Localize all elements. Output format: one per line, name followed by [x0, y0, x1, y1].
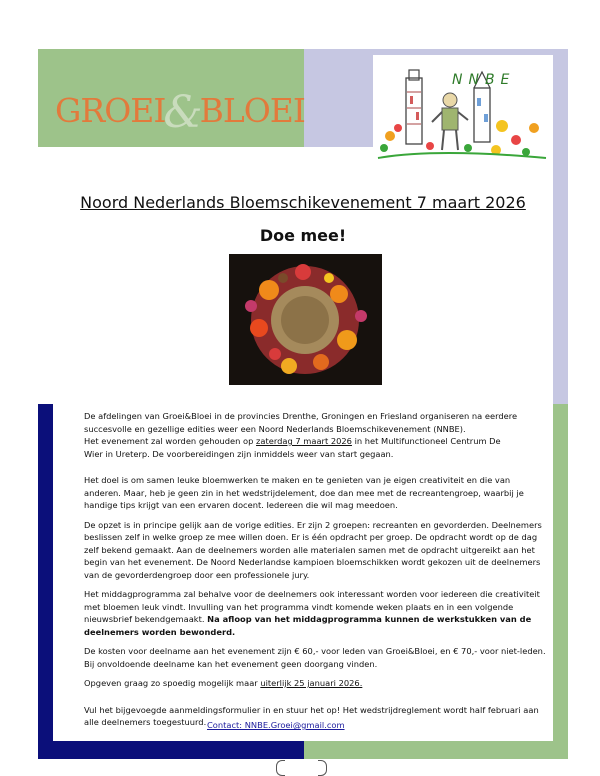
nnbe-label: NNBE — [452, 72, 516, 88]
page-mark-left — [276, 760, 285, 776]
paragraph-signup: Vul het bijgevoegde aanmeldingsformulier in en stuur het op! Het wedstrijdreglement wordt half februari aan alle deelnemers toegestuurd. — [84, 704, 539, 727]
event-date-link: zaterdag 7 maart 2026 — [256, 436, 352, 446]
paragraph-program: Het middagprogramma zal behalve voor de deelnemers ook interessant worden voor iedereen die creativiteit met bloemen leuk vindt. Invulling van het programma vindt komende weken plaats en in een volgende nieuwsbrief bekendgemaakt. Na afloop van het middagprogramma kunnen de werkstukken van de deelnemers worden bewonderd. — [84, 589, 540, 637]
groei-bloei-logo: GROEI&BLOEI — [55, 87, 305, 138]
contact-email-link[interactable]: Contact: NNBE.Groei@gmail.com — [207, 720, 345, 730]
page-mark-right — [318, 760, 327, 776]
page-title: Noord Nederlands Bloemschikevenement 7 maart 2026 — [80, 193, 526, 212]
flower-wreath-photo — [229, 254, 382, 385]
paragraph-deadline: Opgeven graag zo spoedig mogelijk maar uiterlijk 25 januari 2026. — [84, 678, 363, 688]
article-body — [84, 410, 546, 736]
paragraph-setup: De opzet is in principe gelijk aan de vorige edities. Er zijn 2 groepen: recreanten en gevorderden. Deelnemers beslissen zelf in welke groep ze mee willen doen. Er is één opdracht per groep. De opdracht wordt op de dag zelf bekend gemaakt. Aan de deelnemers worden alle materialen samen met de opdracht uitgereikt aan het begin van het evenement. De Noord Nederlandse kampioen bloemschikken wordt gekozen uit de deelnemers van de gevorderdengroep door een professionele jury. — [84, 519, 542, 580]
paragraph-goal: Het doel is om samen leuke bloemwerken te maken en te genieten van je eigen creativiteit en die van anderen. Maar, heb je geen zin in het wedstrijdelement, doe dan mee met de recreantengroep, waarbij je handige tips krijgt van een ervaren docent. Iedereen die wil mag meedoen. — [84, 475, 524, 510]
paragraph-intro: De afdelingen van Groei&Bloei in de provincies Drenthe, Groningen en Friesland organiseren na eerdere succesvolle en gezellige edities weer een Noord Nederlands Bloemschikevenement (NNBE). Het evenement zal worden gehouden op zaterdag 7 maart 2026 in het Multifunctioneel Centrum De Wier in Ureterp. De voorbereidingen zijn inmiddels weer van start gegaan. — [84, 411, 518, 459]
deadline-date: uiterlijk 25 januari 2026. — [260, 678, 363, 688]
page-subtitle: Doe mee! — [259, 226, 347, 245]
paragraph-costs: De kosten voor deelname aan het evenement zijn € 60,- voor leden van Groei&Bloei, en € 70,- voor niet-leden. Bij onvoldoende deelname kan het evenement geen doorgang vinden. — [84, 646, 546, 669]
